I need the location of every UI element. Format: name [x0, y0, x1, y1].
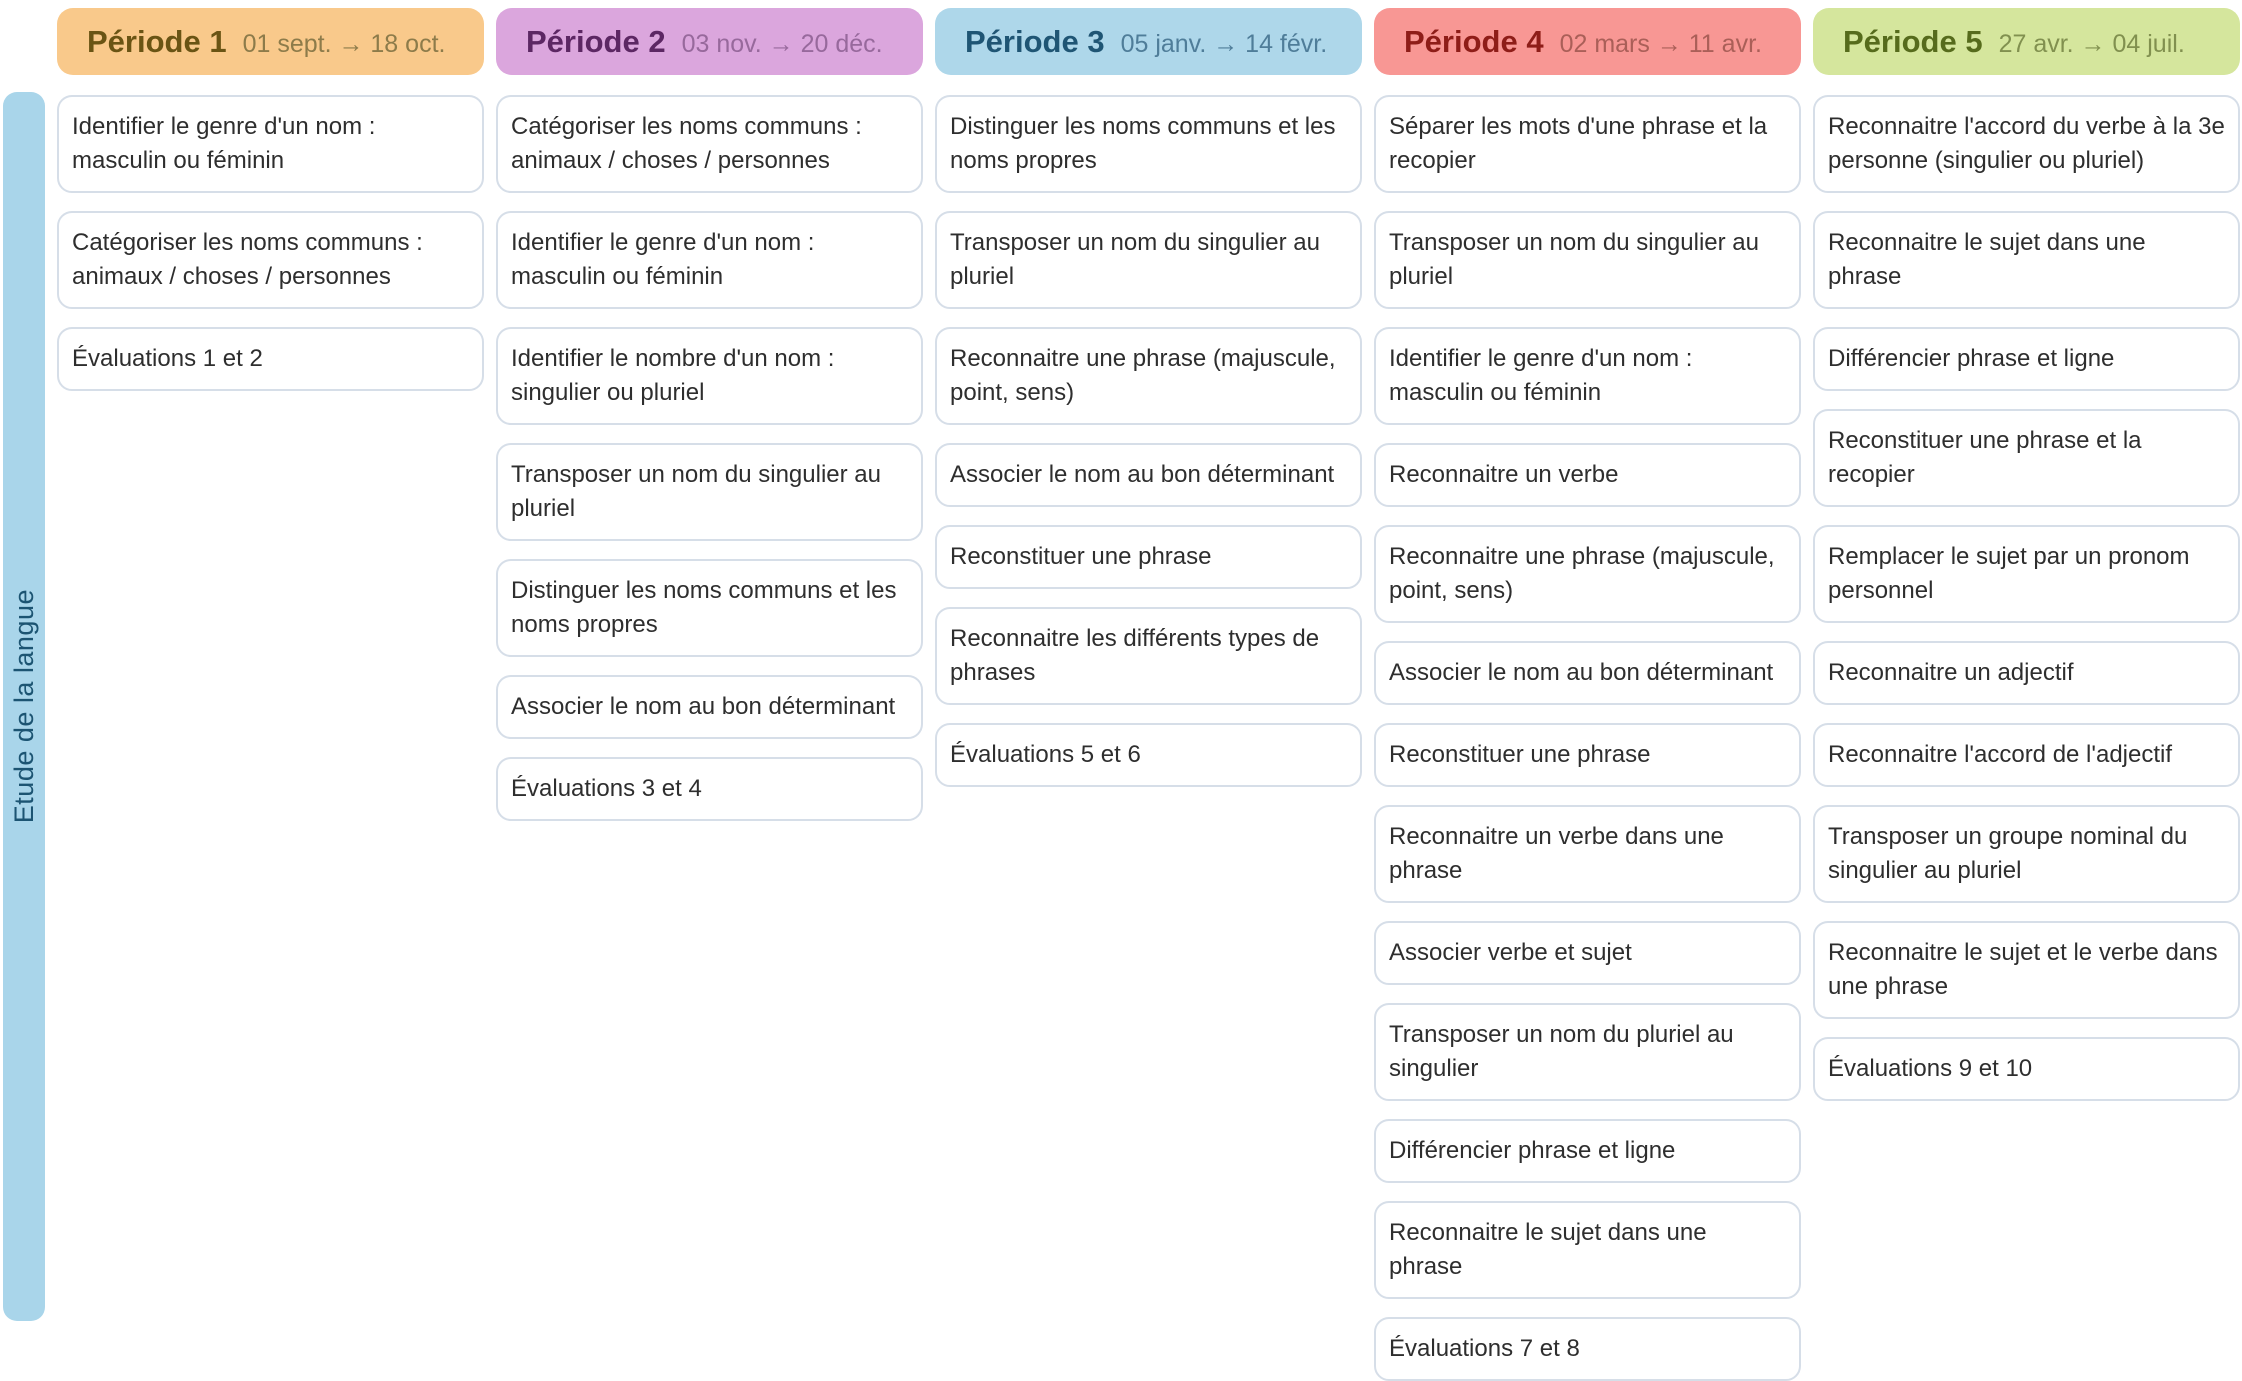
period-title: Période 5: [1843, 24, 1983, 59]
sidebar-etude-de-la-langue: [3, 92, 45, 1321]
objective-card[interactable]: Reconnaitre une phrase (majuscule, point, sens): [935, 327, 1362, 425]
objective-card[interactable]: Reconstituer une phrase et la recopier: [1813, 409, 2240, 507]
objective-card[interactable]: Transposer un nom du singulier au pluriel: [1374, 211, 1801, 309]
period-dates: 05 janv. → 14 févr.: [1120, 30, 1328, 58]
objective-card[interactable]: Identifier le genre d'un nom : masculin ou féminin: [57, 95, 484, 193]
period-column-4: [1374, 8, 1801, 1381]
objective-card[interactable]: Identifier le genre d'un nom : masculin ou féminin: [1374, 327, 1801, 425]
objective-card[interactable]: Distinguer les noms communs et les noms propres: [496, 559, 923, 657]
card-list: [57, 95, 484, 391]
period-title: Période 1: [87, 24, 227, 59]
objective-card[interactable]: Associer le nom au bon déterminant: [935, 443, 1362, 507]
objective-card[interactable]: Évaluations 5 et 6: [935, 723, 1362, 787]
objective-card[interactable]: Transposer un nom du singulier au pluriel: [496, 443, 923, 541]
objective-card[interactable]: Transposer un nom du singulier au pluriel: [935, 211, 1362, 309]
card-list: [496, 95, 923, 821]
period-column-2: [496, 8, 923, 1381]
objective-card[interactable]: Évaluations 3 et 4: [496, 757, 923, 821]
objective-card[interactable]: Catégoriser les noms communs : animaux / choses / personnes: [496, 95, 923, 193]
card-list: [1813, 95, 2240, 1101]
objective-card[interactable]: Reconstituer une phrase: [1374, 723, 1801, 787]
objective-card[interactable]: Reconstituer une phrase: [935, 525, 1362, 589]
objective-card[interactable]: Évaluations 9 et 10: [1813, 1037, 2240, 1101]
card-list: [935, 95, 1362, 787]
period-header: [1813, 8, 2240, 75]
period-header: [935, 8, 1362, 75]
period-dates: 02 mars → 11 avr.: [1559, 30, 1762, 58]
period-header: [496, 8, 923, 75]
objective-card[interactable]: Catégoriser les noms communs : animaux / choses / personnes: [57, 211, 484, 309]
objective-card[interactable]: Reconnaitre le sujet et le verbe dans une phrase: [1813, 921, 2240, 1019]
objective-card[interactable]: Associer le nom au bon déterminant: [1374, 641, 1801, 705]
objective-card[interactable]: Remplacer le sujet par un pronom personnel: [1813, 525, 2240, 623]
period-title: Période 3: [965, 24, 1105, 59]
card-list: [1374, 95, 1801, 1381]
period-header: [57, 8, 484, 75]
objective-card[interactable]: Reconnaitre l'accord de l'adjectif: [1813, 723, 2240, 787]
objective-card[interactable]: Reconnaitre les différents types de phrases: [935, 607, 1362, 705]
period-dates: 03 nov. → 20 déc.: [681, 30, 883, 58]
objective-card[interactable]: Évaluations 1 et 2: [57, 327, 484, 391]
objective-card[interactable]: Séparer les mots d'une phrase et la recopier: [1374, 95, 1801, 193]
objective-card[interactable]: Reconnaitre le sujet dans une phrase: [1374, 1201, 1801, 1299]
objective-card[interactable]: Évaluations 7 et 8: [1374, 1317, 1801, 1381]
objective-card[interactable]: Identifier le nombre d'un nom : singulier ou pluriel: [496, 327, 923, 425]
objective-card[interactable]: Reconnaitre un verbe dans une phrase: [1374, 805, 1801, 903]
period-column-5: [1813, 8, 2240, 1381]
objective-card[interactable]: Associer le nom au bon déterminant: [496, 675, 923, 739]
objective-card[interactable]: Reconnaitre un verbe: [1374, 443, 1801, 507]
objective-card[interactable]: Identifier le genre d'un nom : masculin ou féminin: [496, 211, 923, 309]
objective-card[interactable]: Différencier phrase et ligne: [1374, 1119, 1801, 1183]
objective-card[interactable]: Différencier phrase et ligne: [1813, 327, 2240, 391]
period-column-1: [57, 8, 484, 1381]
objective-card[interactable]: Reconnaitre une phrase (majuscule, point, sens): [1374, 525, 1801, 623]
objective-card[interactable]: Transposer un nom du pluriel au singulier: [1374, 1003, 1801, 1101]
objective-card[interactable]: Distinguer les noms communs et les noms propres: [935, 95, 1362, 193]
objective-card[interactable]: Reconnaitre l'accord du verbe à la 3e personne (singulier ou pluriel): [1813, 95, 2240, 193]
period-dates: 27 avr. → 04 juil.: [1998, 30, 2185, 58]
sidebar-label: Etude de la langue: [8, 589, 39, 824]
period-title: Période 2: [526, 24, 666, 59]
objective-card[interactable]: Associer verbe et sujet: [1374, 921, 1801, 985]
objective-card[interactable]: Transposer un groupe nominal du singulier au pluriel: [1813, 805, 2240, 903]
period-header: [1374, 8, 1801, 75]
objective-card[interactable]: Reconnaitre un adjectif: [1813, 641, 2240, 705]
period-columns: [57, 8, 2240, 1381]
period-dates: 01 sept. → 18 oct.: [242, 30, 446, 58]
period-column-3: [935, 8, 1362, 1381]
objective-card[interactable]: Reconnaitre le sujet dans une phrase: [1813, 211, 2240, 309]
period-title: Période 4: [1404, 24, 1544, 59]
